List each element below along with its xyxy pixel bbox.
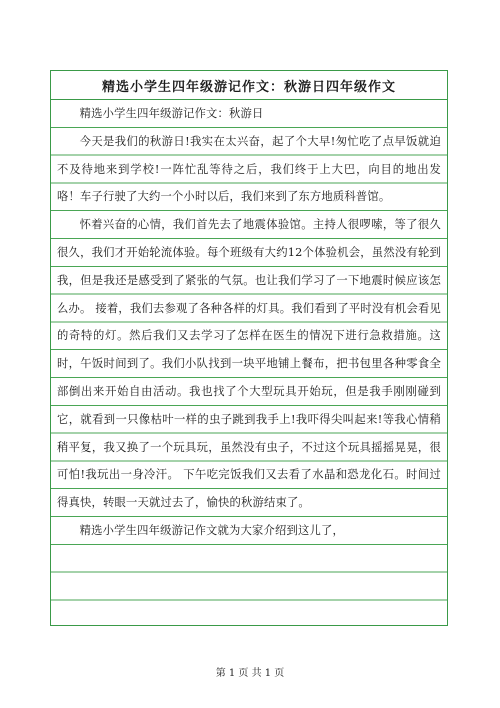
paragraph-2: 怀着兴奋的心情，我们首先去了地震体验馆。主持人很啰嗦，等了很久很久，我们才开始轮流体验。每个班级有大约12个体验机会，虽然没有轮到我，但是我还是感受到了紧张的气氛。也让我们学习了一下地震时候应该怎么办。 接着，我们去参观了各种各样的灯具。我们看到了平时没有机会看见的奇特的灯。然后我们又去学习了怎样在医生的情况下进行急救措施。这时，午饭时间到了。我们小队找到一块平地铺上餐布，把书包里各种零食全部倒出来开始自由活动。我也找了个大型玩具开始玩，但是我手刚刚碰到它，就看到一只像枯叶一样的虫子跳到我手上!我吓得尖叫起来!等我心情稍稍平复，我又换了一个玩具玩，虽然没有虫子，不过这个玩具摇摇晃晃，很可怕!我玩出一身冷汗。 下午吃完饭我们又去看了水晶和恐龙化石。时间过得真快，转眼一天就过去了，愉快的秋游结束了。: [57, 218, 441, 510]
page-number: 第 1 页 共 1 页: [215, 668, 285, 679]
paragraph-1: 今天是我们的秋游日!我实在太兴奋，起了个大早!匆忙吃了点早饭就迫不及待地来到学校!一阵忙乱等待之后，我们终于上大巴，向目的地出发咯！车子行驶了大约一个小时以后，我们来到了东方地质科普馆。: [57, 134, 441, 204]
paragraph-closing: 精选小学生四年级游记作文就为大家介绍到这儿了，: [79, 523, 345, 537]
lined-body: [51, 100, 447, 626]
document-sheet: [50, 70, 448, 626]
document-title: 精选小学生四年级游记作文：秋游日四年级作文: [51, 71, 447, 100]
paragraph-subtitle: 精选小学生四年级游记作文：秋游日: [79, 107, 264, 120]
